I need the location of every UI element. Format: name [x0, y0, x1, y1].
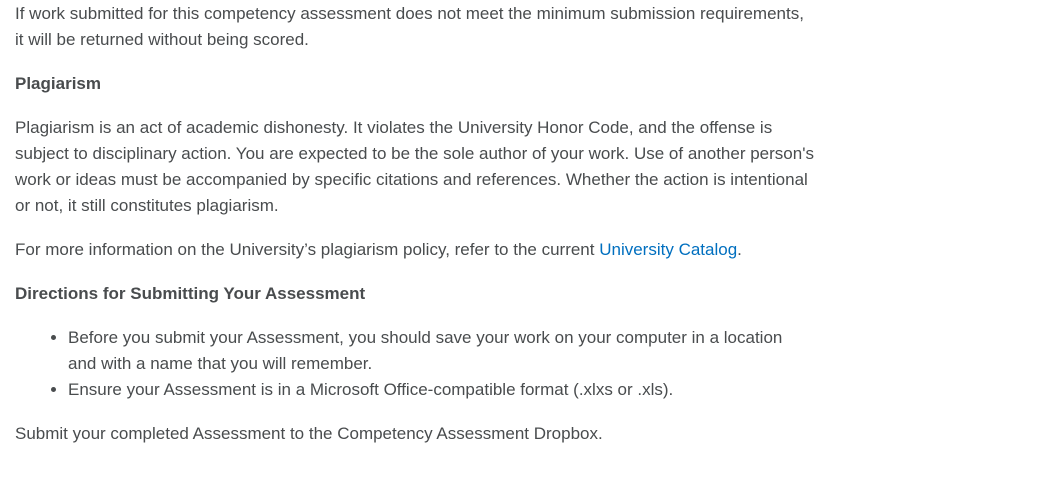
policy-text: For more information on the University’s plagiarism policy, refer to the current — [15, 240, 600, 259]
policy-paragraph — [15, 237, 815, 263]
intro-paragraph: If work submitted for this competency assessment does not meet the minimum submission requirements, it will be returned without being scored. — [15, 4, 804, 49]
list-item: • Before you submit your Assessment, you should save your work on your computer in a location and with a name that you will remember. — [68, 325, 815, 377]
plagiarism-paragraph: Plagiarism is an act of academic dishonesty. It violates the University Honor Code, and the offense is subject to disciplinary action. You are expected to be the sole author of your work. Use of another person's work or ideas must be accompanied by specific citations and references. Whether the action is intentional or not, it still constitutes plagiarism. — [15, 118, 814, 215]
directions-heading: Directions for Submitting Your Assessment — [15, 284, 366, 303]
directions-list — [15, 325, 815, 403]
list-item: • Ensure your Assessment is in a Microsoft Office-compatible format (.xlxs or .xls). — [68, 377, 815, 403]
closing-paragraph: Submit your completed Assessment to the Competency Assessment Dropbox. — [15, 424, 603, 443]
university-catalog-link[interactable]: University Catalog — [599, 240, 738, 259]
plagiarism-heading: Plagiarism — [15, 74, 101, 93]
policy-period: . — [737, 240, 742, 259]
